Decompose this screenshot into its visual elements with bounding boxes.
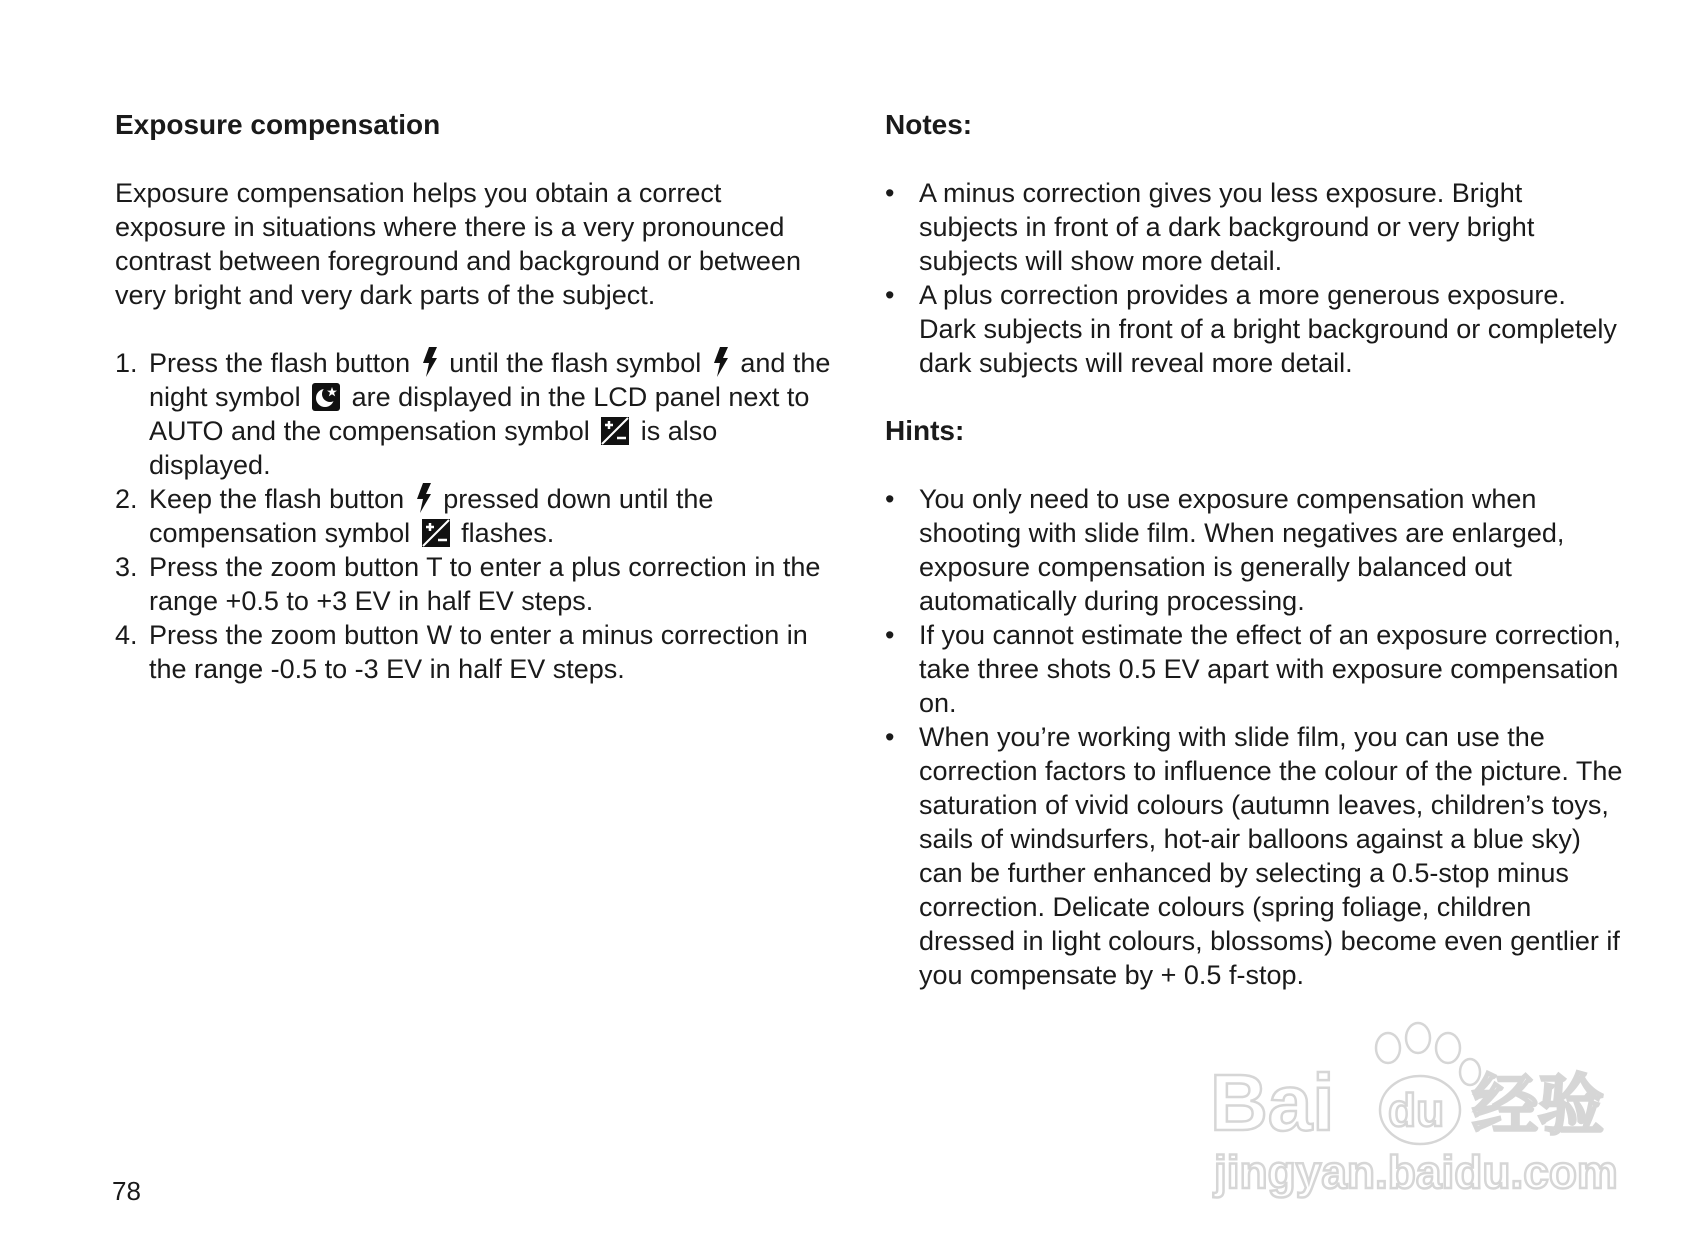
step-text: until the flash symbol [449, 348, 702, 378]
watermark-cn: 经验 [1472, 1068, 1604, 1142]
hints-list [885, 482, 1625, 992]
list-item [885, 482, 1625, 618]
step-text: Press the zoom button W to enter a minus correction in the range -0.5 to -3 EV in half EV steps. [149, 620, 808, 684]
step-text: is also displayed. [149, 416, 718, 480]
note-text: A plus correction provides a more generous exposure. Dark subjects in front of a bright background or completely dark subjects will reveal more detail. [919, 280, 1617, 378]
night-icon [312, 383, 340, 411]
step-text: and the night symbol [149, 348, 831, 412]
baidu-watermark [1210, 1010, 1630, 1200]
flash-icon [416, 483, 432, 513]
list-marker: 1. [115, 348, 138, 378]
flash-icon [713, 347, 729, 377]
watermark-brand-du: du [1388, 1084, 1445, 1136]
bullet: • [885, 620, 895, 650]
bullet: • [885, 722, 895, 752]
step-text: Press the flash button [149, 348, 411, 378]
list-marker: 3. [115, 552, 138, 582]
step-text: Keep the flash button [149, 484, 405, 514]
watermark-brand: Bai [1210, 1058, 1335, 1147]
exposure-compensation-icon [601, 417, 629, 445]
notes-heading: Notes: [885, 109, 973, 140]
list-item [115, 618, 835, 686]
list-marker: 4. [115, 620, 138, 650]
notes-list [885, 176, 1625, 380]
page-number: 78 [112, 1176, 141, 1206]
hint-text: If you cannot estimate the effect of an exposure correction, take three shots 0.5 EV apart with exposure compensation on. [919, 620, 1621, 718]
hints-heading: Hints: [885, 415, 965, 446]
steps-list [115, 346, 835, 686]
list-item [885, 278, 1625, 380]
list-item [115, 346, 835, 482]
step-text: Press the zoom button T to enter a plus correction in the range +0.5 to +3 EV in half EV steps. [149, 552, 821, 616]
section-heading: Exposure compensation [115, 109, 441, 140]
note-text: A minus correction gives you less exposure. Bright subjects in front of a dark background or very bright subjects will show more detail. [919, 178, 1535, 276]
exposure-compensation-icon [422, 519, 450, 547]
hint-text: When you’re working with slide film, you can use the correction factors to influence the colour of the picture. The saturation of vivid colours (autumn leaves, children’s toys, sails of windsurfers, hot-air balloons against a blue sky) can be further enhanced by selecting a 0.5-stop minus correction. Delicate colours (spring foliage, children dressed in light colours, blossoms) become even gentlier if you compensate by + 0.5 f-stop. [919, 722, 1623, 990]
list-item [885, 618, 1625, 720]
step-text: flashes. [461, 518, 555, 548]
bullet: • [885, 178, 895, 208]
list-item [115, 550, 835, 618]
right-column [885, 108, 1625, 1026]
list-item [885, 720, 1625, 992]
hint-text: You only need to use exposure compensation when shooting with slide film. When negatives are enlarged, exposure compensation is generally balanced out automatically during processing. [919, 484, 1565, 616]
intro-paragraph: Exposure compensation helps you obtain a correct exposure in situations where there is a very pronounced contrast between foreground and background or between very bright and very dark parts of the subject. [115, 178, 801, 310]
flash-icon [422, 347, 438, 377]
watermark-url: jingyan.baidu.com [1214, 1146, 1618, 1198]
list-item [885, 176, 1625, 278]
list-marker: 2. [115, 484, 138, 514]
list-item [115, 482, 835, 550]
bullet: • [885, 280, 895, 310]
left-column [115, 108, 835, 720]
bullet: • [885, 484, 895, 514]
step-text: pressed down until the compensation symbol [149, 484, 714, 548]
step-text: are displayed in the LCD panel next to AUTO and the compensation symbol [149, 382, 810, 446]
